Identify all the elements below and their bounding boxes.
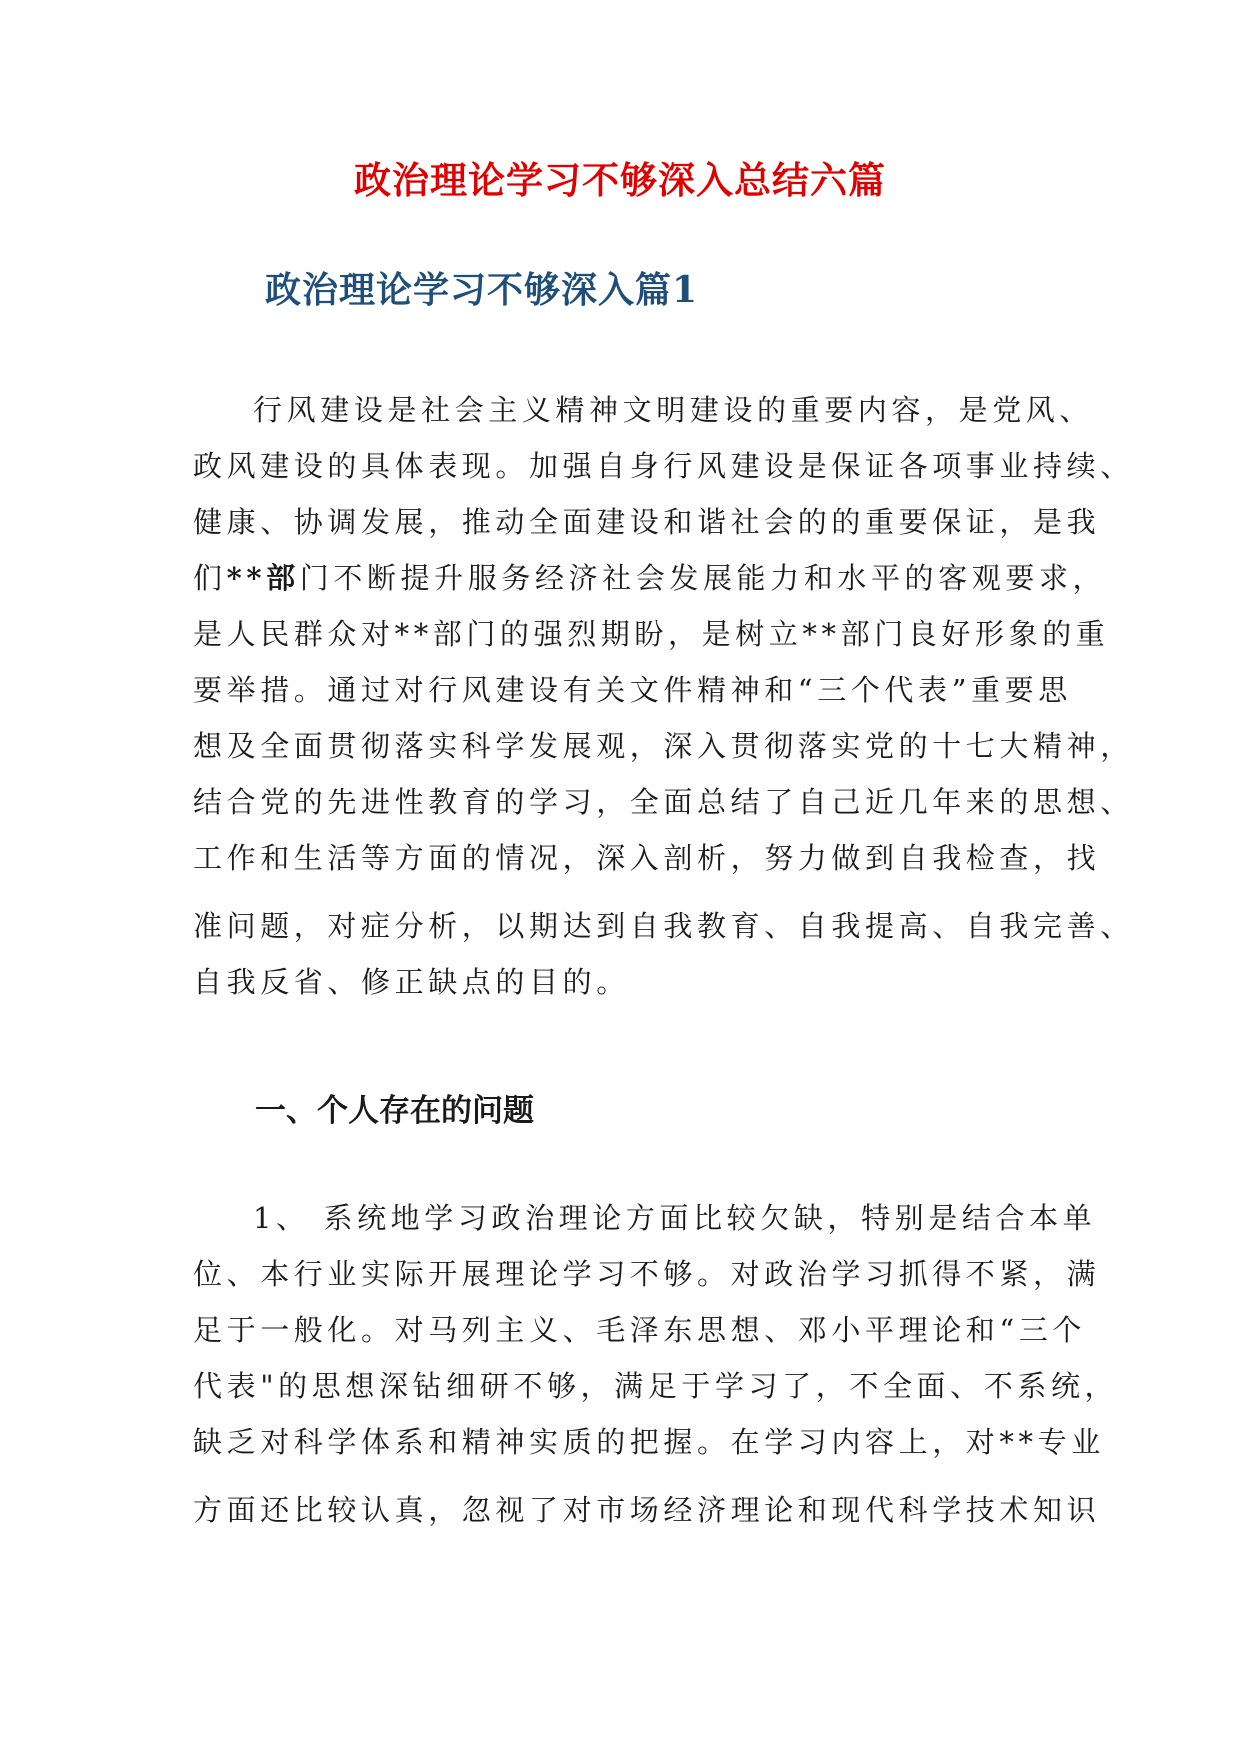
paragraph-line: 足于一般化。对马列主义、毛泽东思想、邓小平理论和“三个 — [193, 1313, 1087, 1347]
paragraph-line: 结合党的先进性教育的学习，全面总结了自己近几年来的思想、 — [193, 785, 1134, 819]
paragraph-line: 代表"的思想深钻细研不够，满足于学习了，不全面、不系统， — [193, 1369, 1119, 1403]
paragraph-line: 是人民群众对**部门的强烈期盼，是树立**部门良好形象的重 — [193, 617, 1110, 651]
paragraph-line: 要举措。通过对行风建设有关文件精神和“三个代表”重要思 — [193, 673, 1072, 707]
paragraph-line: 想及全面贯彻落实科学发展观，深入贯彻落实党的十七大精神， — [193, 729, 1134, 763]
paragraph-line: 健康、协调发展，推动全面建设和谐社会的的重要保证，是我 — [193, 505, 1101, 539]
paragraph-line: 准问题，对症分析，以期达到自我教育、自我提高、自我完善、 — [193, 909, 1134, 943]
paragraph-line: 方面还比较认真，忽视了对市场经济理论和现代科学技术知识 — [193, 1493, 1101, 1527]
paragraph-line — [193, 558, 1107, 598]
paragraph-line: 行风建设是社会主义精神文明建设的重要内容，是党风、 — [253, 393, 1094, 427]
paragraph-line: 自我反省、修正缺点的目的。 — [193, 965, 630, 999]
section-heading: 一、个人存在的问题 — [255, 1093, 534, 1129]
section-title: 政治理论学习不够深入篇1 — [265, 269, 699, 311]
paragraph-line: 缺乏对科学体系和精神实质的把握。在学习内容上，对**专业 — [193, 1425, 1105, 1459]
document-title: 政治理论学习不够深入总结六篇 — [354, 158, 886, 202]
paragraph-line: 工作和生活等方面的情况，深入剖析，努力做到自我检查，找 — [193, 841, 1101, 875]
paragraph-line: 位、本行业实际开展理论学习不够。对政治学习抓得不紧，满 — [193, 1257, 1101, 1291]
line-rest: 门不断提升服务经济社会发展能力和水平的客观要求， — [299, 561, 1107, 595]
paragraph-line: 政风建设的具体表现。加强自身行风建设是保证各项事业持续、 — [193, 449, 1134, 483]
bold-placeholder: **部 — [226, 561, 300, 595]
line-prefix: 们 — [193, 561, 227, 595]
paragraph-line: 1、 系统地学习政治理论方面比较欠缺，特别是结合本单 — [253, 1201, 1097, 1235]
